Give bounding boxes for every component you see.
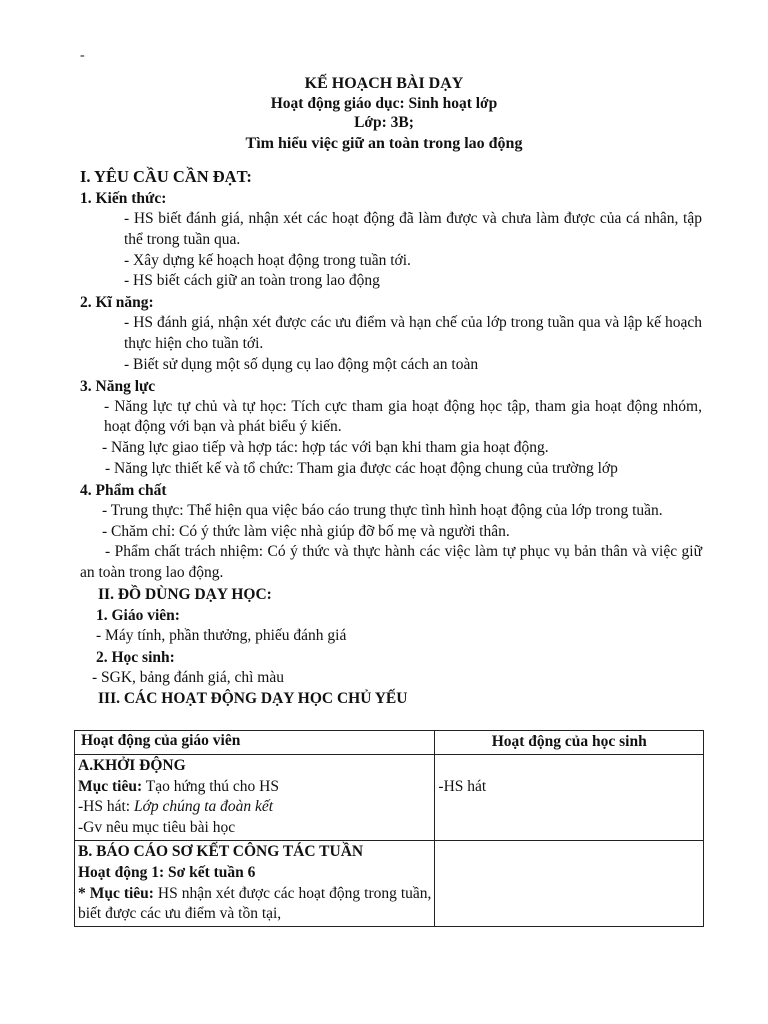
lesson-plan-header [0,74,768,156]
materials-heading: II. ĐỒ DÙNG DẠY HỌC: [98,585,272,603]
table-row [75,840,704,926]
qualities-item: - Trung thực: Thể hiện qua việc báo cáo trung thực tình hình hoạt động của lớp trong tuần. [102,501,663,519]
qualities-item: - Chăm chỉ: Có ý thức làm việc nhà giúp đỡ bố mẹ và người thân. [102,522,510,540]
student-column-header: Hoạt động của học sinh [435,731,704,755]
teacher-materials-item: - Máy tính, phần thưởng, phiếu đánh giá [96,626,347,644]
knowledge-item: - HS biết cách giữ an toàn trong lao động [124,272,380,290]
report-goal [78,884,431,926]
student-cell-warmup [435,754,704,840]
goal-label: Mục tiêu: [78,777,143,795]
warmup-title: A.KHỞI ĐỘNG [78,756,186,774]
skills-item: - HS đánh giá, nhận xét được các ưu điểm và hạn chế của lớp trong tuần qua và lập kế hoạch thực hiện cho tuần tới. [124,314,702,352]
activities-heading: III. CÁC HOẠT ĐỘNG DẠY HỌC CHỦ YẾU [98,689,408,707]
knowledge-heading: 1. Kiến thức: [80,190,167,207]
warmup-song [78,797,431,818]
competence-item: - Năng lực thiết kế và tổ chức: Tham gia được các hoạt động chung của trường lớp [105,459,618,477]
student-cell-report [435,840,704,926]
teacher-materials-heading: 1. Giáo viên: [96,606,180,624]
song-prefix: -HS hát: [78,798,134,816]
report-goal-label: * Mục tiêu: [78,884,154,902]
teacher-column-header: Hoạt động của giáo viên [75,731,435,755]
topic-line: Tìm hiểu việc giữ an toàn trong lao động [245,135,523,152]
subject-line: Hoạt động giáo dục: Sinh hoạt lớp [270,95,498,112]
song-title: Lớp chúng ta đoàn kết [133,798,274,816]
warmup-goal [78,777,431,798]
qualities-item: - Phẩm chất trách nhiệm: Có ý thức và thực hành các việc làm tự phục vụ bản thân và việc giữ an toàn trong lao động. [80,543,702,582]
competence-item: - Năng lực tự chủ và tự học: Tích cực tham gia hoạt động học tập, tham gia hoạt động nhóm, hoạt động với bạn và phát biểu ý kiến. [104,397,702,436]
warmup-intro: -Gv nêu mục tiêu bài học [78,819,236,837]
student-sing: -HS hát [438,777,487,795]
table-row [75,754,704,840]
competence-heading: 3. Năng lực [80,377,156,395]
report-activity: Hoạt động 1: Sơ kết tuần 6 [78,863,256,881]
goal-text: Tạo hứng thú cho HS [142,777,279,795]
activities-table [74,730,704,927]
document-title: KẾ HOẠCH BÀI DẠY [304,75,464,92]
skills-item: - Biết sử dụng một số dụng cụ lao động một cách an toàn [124,355,479,373]
qualities-heading: 4. Phẩm chất [80,481,167,499]
page-mark: - [80,48,85,63]
competence-item: - Năng lực giao tiếp và hợp tác: hợp tác với bạn khi tham gia hoạt động. [102,439,549,457]
student-materials-heading: 2. Học sinh: [96,648,175,666]
teacher-cell-warmup [75,754,435,840]
lesson-content [80,166,702,709]
report-goal-text: HS nhận xét được các hoạt động trong tuần, biết được các ưu điểm và tồn tại, [78,884,432,923]
knowledge-item: - Xây dựng kế hoạch hoạt động trong tuần tới. [124,251,411,269]
teacher-cell-report [75,840,435,926]
class-line: Lớp: 3B; [354,114,414,131]
report-title: B. BÁO CÁO SƠ KẾT CÔNG TÁC TUẦN [78,842,364,860]
section-requirements-heading: I. YÊU CẦU CẦN ĐẠT: [80,167,252,186]
knowledge-item: - HS biết đánh giá, nhận xét các hoạt động đã làm được và chưa làm được của cá nhân, tập thể trong tuần qua. [124,210,702,248]
student-materials-item: - SGK, bảng đánh giá, chì màu [92,668,284,686]
table-header-row [75,731,704,755]
skills-heading: 2. Kĩ năng: [80,294,154,312]
